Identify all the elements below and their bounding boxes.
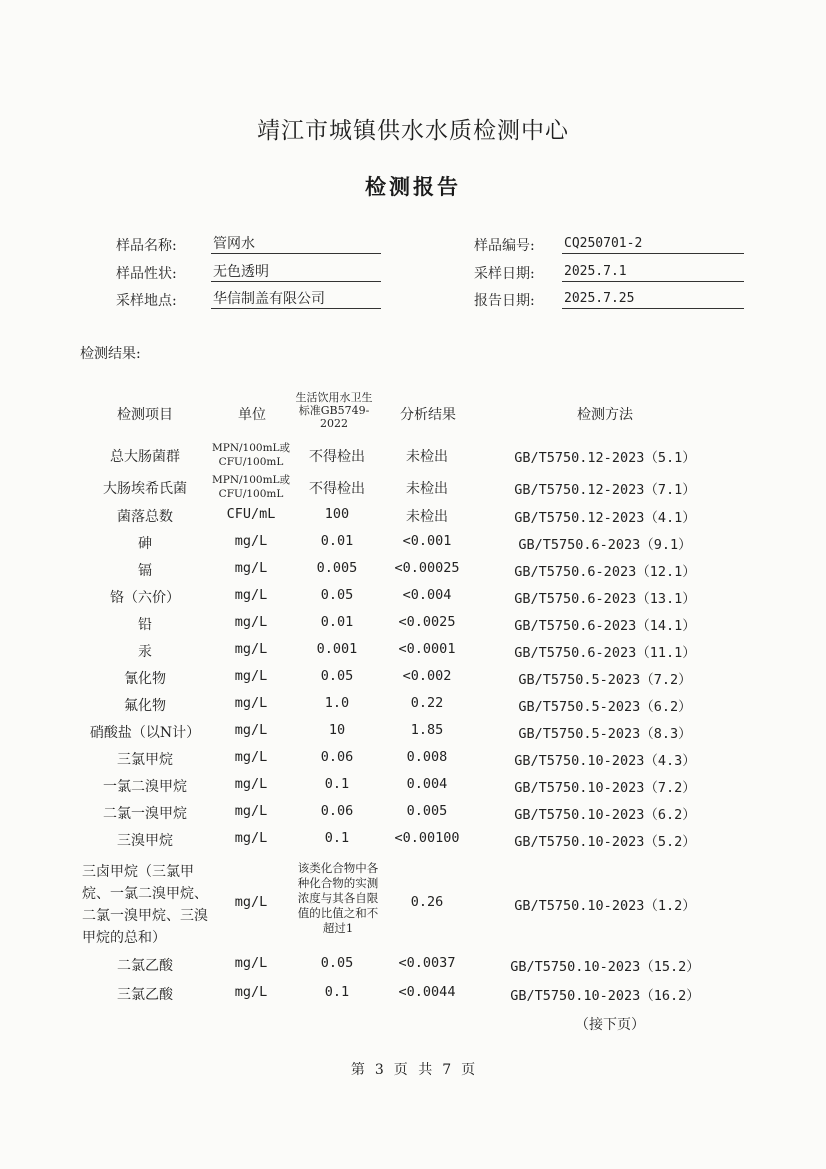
cell-unit: mg/L <box>234 722 268 738</box>
cell-standard: 0.05 <box>320 587 354 603</box>
sample-name-label: 样品名称: <box>116 238 177 254</box>
header-standard: 生活饮用水卫生标准GB5749-2022 <box>295 391 373 430</box>
cell-item: 砷 <box>138 536 152 552</box>
cell-standard: 100 <box>324 506 350 522</box>
cell-standard: 0.1 <box>324 984 350 1000</box>
cell-unit: mg/L <box>234 955 268 971</box>
cell-unit: mg/L <box>234 641 268 657</box>
cell-unit: mg/L <box>234 614 268 630</box>
cell-unit: mg/L <box>234 894 268 910</box>
cell-item: 铬（六价） <box>110 590 180 606</box>
footer-mid: 页 共 <box>393 1062 433 1078</box>
cell-unit: MPN/100mL或CFU/100mL <box>212 474 291 500</box>
cell-result: 1.85 <box>410 722 444 738</box>
cell-standard: 0.05 <box>320 955 354 971</box>
cell-standard: 0.001 <box>316 641 358 657</box>
cell-unit: mg/L <box>234 749 268 765</box>
cell-standard: 10 <box>328 722 346 738</box>
cell-unit: mg/L <box>234 587 268 603</box>
cell-method: GB/T5750.10-2023（1.2） <box>514 898 696 914</box>
cell-standard: 不得检出 <box>309 481 365 497</box>
cell-item: 总大肠菌群 <box>110 449 180 465</box>
cell-unit: mg/L <box>234 803 268 819</box>
cell-method: GB/T5750.5-2023（6.2） <box>518 699 692 715</box>
cell-result: <0.00025 <box>394 560 460 576</box>
cell-item: 铅 <box>138 617 152 633</box>
footer-suffix: 页 <box>461 1062 476 1078</box>
cell-unit: mg/L <box>234 668 268 684</box>
header-result: 分析结果 <box>400 407 456 423</box>
cell-item: 大肠埃希氏菌 <box>103 481 187 497</box>
cell-standard: 不得检出 <box>309 449 365 465</box>
cell-result: <0.0025 <box>398 614 456 630</box>
cell-result: <0.0044 <box>398 984 456 1000</box>
cell-result: <0.00100 <box>394 830 460 846</box>
cell-item: 三氯甲烷 <box>117 752 173 768</box>
cell-item: 菌落总数 <box>117 509 173 525</box>
cell-standard: 1.0 <box>324 695 350 711</box>
cell-method: GB/T5750.12-2023（5.1） <box>514 450 696 466</box>
sample-state-label: 样品性状: <box>116 266 177 282</box>
report-date-value: 2025.7.25 <box>562 290 744 309</box>
cell-result: 未检出 <box>406 481 448 497</box>
cell-item: 三氯乙酸 <box>117 987 173 1003</box>
cell-unit: mg/L <box>234 533 268 549</box>
cell-unit: CFU/mL <box>226 506 276 522</box>
total-pages: 7 <box>442 1062 452 1078</box>
report-date-label: 报告日期: <box>474 293 535 309</box>
page-footer <box>0 1059 826 1079</box>
cell-unit: mg/L <box>234 560 268 576</box>
results-label: 检测结果: <box>80 346 141 362</box>
cell-item: 镉 <box>138 563 152 579</box>
cell-unit: mg/L <box>234 830 268 846</box>
cell-method: GB/T5750.10-2023（15.2） <box>510 959 700 975</box>
cell-method: GB/T5750.10-2023（5.2） <box>514 834 696 850</box>
cell-result: 未检出 <box>406 449 448 465</box>
cell-item: 硝酸盐（以N计） <box>89 725 201 741</box>
cell-result: 0.26 <box>410 894 444 910</box>
report-title: 检测报告 <box>365 174 461 199</box>
header-item: 检测项目 <box>117 407 173 423</box>
cell-standard: 0.005 <box>316 560 358 576</box>
cell-standard: 0.1 <box>324 830 350 846</box>
cell-standard: 0.06 <box>320 803 354 819</box>
sampling-site-label: 采样地点: <box>116 293 177 309</box>
cell-method: GB/T5750.12-2023（4.1） <box>514 510 696 526</box>
cell-item: 二氯乙酸 <box>117 958 173 974</box>
cell-method: GB/T5750.10-2023（16.2） <box>510 988 700 1004</box>
cell-result: 0.008 <box>406 749 448 765</box>
cell-standard: 0.01 <box>320 614 354 630</box>
cell-unit: mg/L <box>234 695 268 711</box>
cell-unit: mg/L <box>234 776 268 792</box>
cell-standard: 0.05 <box>320 668 354 684</box>
cell-standard: 0.06 <box>320 749 354 765</box>
cell-item: 三卤甲烷（三氯甲烷、一氯二溴甲烷、二氯一溴甲烷、三溴甲烷的总和） <box>82 864 208 946</box>
continue-note: （接下页） <box>575 1017 645 1033</box>
header-unit: 单位 <box>238 407 266 423</box>
cell-result: <0.002 <box>402 668 452 684</box>
cell-result: 0.004 <box>406 776 448 792</box>
cell-result: <0.0037 <box>398 955 456 971</box>
cell-method: GB/T5750.10-2023（6.2） <box>514 807 696 823</box>
cell-item: 二氯一溴甲烷 <box>103 806 187 822</box>
cell-result: 0.22 <box>410 695 444 711</box>
cell-unit: mg/L <box>234 984 268 1000</box>
sampling-date-value: 2025.7.1 <box>562 263 744 282</box>
cell-item: 一氯二溴甲烷 <box>103 779 187 795</box>
cell-method: GB/T5750.6-2023（12.1） <box>514 564 696 580</box>
organization-name: 靖江市城镇供水水质检测中心 <box>257 118 569 144</box>
cell-result: 0.005 <box>406 803 448 819</box>
sampling-site-value: 华信制盖有限公司 <box>211 290 381 309</box>
sampling-date-label: 采样日期: <box>474 266 535 282</box>
cell-standard: 该类化合物中各种化合物的实测浓度与其各自限值的比值之和不超过1 <box>297 861 379 935</box>
cell-method: GB/T5750.6-2023（9.1） <box>518 537 692 553</box>
cell-method: GB/T5750.5-2023（8.3） <box>518 726 692 742</box>
cell-result: <0.004 <box>402 587 452 603</box>
cell-method: GB/T5750.6-2023（13.1） <box>514 591 696 607</box>
cell-item: 氟化物 <box>124 698 166 714</box>
footer-prefix: 第 <box>350 1062 365 1078</box>
cell-standard: 0.1 <box>324 776 350 792</box>
cell-result: 未检出 <box>406 509 448 525</box>
sample-name-value: 管网水 <box>211 235 381 254</box>
cell-standard: 0.01 <box>320 533 354 549</box>
cell-method: GB/T5750.6-2023（14.1） <box>514 618 696 634</box>
cell-result: <0.001 <box>402 533 452 549</box>
sample-state-value: 无色透明 <box>211 263 381 282</box>
cell-method: GB/T5750.10-2023（7.2） <box>514 780 696 796</box>
cell-method: GB/T5750.6-2023（11.1） <box>514 645 696 661</box>
cell-item: 氰化物 <box>124 671 166 687</box>
cell-result: <0.0001 <box>398 641 456 657</box>
sample-no-value: CQ250701-2 <box>562 235 744 254</box>
cell-unit: MPN/100mL或CFU/100mL <box>212 442 291 468</box>
page-number: 3 <box>374 1062 384 1078</box>
cell-item: 汞 <box>138 644 152 660</box>
cell-method: GB/T5750.5-2023（7.2） <box>518 672 692 688</box>
cell-method: GB/T5750.10-2023（4.3） <box>514 753 696 769</box>
cell-method: GB/T5750.12-2023（7.1） <box>514 482 696 498</box>
header-method: 检测方法 <box>577 407 633 423</box>
sample-no-label: 样品编号: <box>474 238 535 254</box>
cell-item: 三溴甲烷 <box>117 833 173 849</box>
